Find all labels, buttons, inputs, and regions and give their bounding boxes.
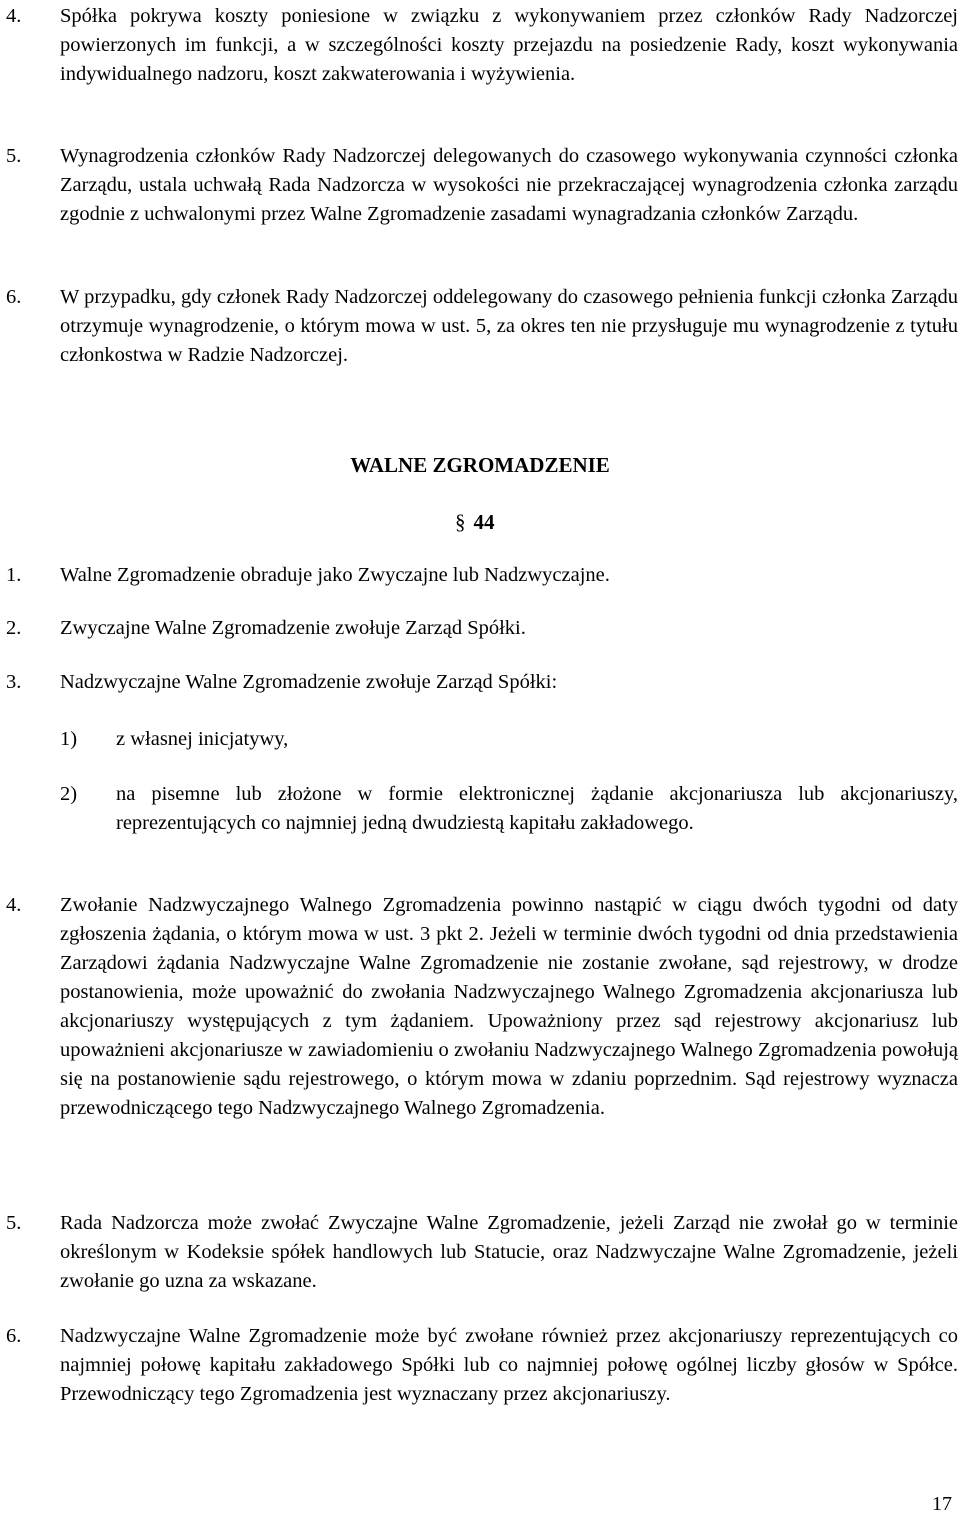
list-item <box>6 1322 958 1409</box>
paragraph-number: 44 <box>473 510 495 534</box>
list-item <box>6 1209 958 1296</box>
item-number: 1. <box>6 564 22 586</box>
item-number: 2. <box>6 617 22 639</box>
section-title: WALNE ZGROMADZENIE <box>350 453 610 477</box>
paragraph-symbol: § <box>455 510 466 534</box>
list-item <box>6 561 958 590</box>
item-number: 6. <box>6 1325 22 1347</box>
item-text: Walne Zgromadzenie obraduje jako Zwyczajne lub Nadzwyczajne. <box>60 564 610 586</box>
item-number: 5. <box>6 145 22 167</box>
list-item <box>6 614 958 643</box>
item-text: Nadzwyczajne Walne Zgromadzenie może być zwołane również przez akcjonariuszy reprezentujących co najmniej połowę kapitału zakładowego Spółki lub co najmniej połowę ogólnej liczby głosów w Spółce. Przewodniczący tego Zgromadzenia jest wyznaczany przez akcjonariuszy. <box>60 1325 958 1405</box>
item-text: Rada Nadzorcza może zwołać Zwyczajne Walne Zgromadzenie, jeżeli Zarząd nie zwołał go w terminie określonym w Kodeksie spółek handlowych lub Statucie, oraz Nadzwyczajne Walne Zgromadzenie, jeżeli zwołanie go uzna za wskazane. <box>60 1212 958 1292</box>
item-text: Spółka pokrywa koszty poniesione w związku z wykonywaniem przez członków Rady Nadzorczej powierzonych im funkcji, a w szczególności koszty przejazdu na posiedzenie Rady, koszt wykonywania indywidualnego nadzoru, koszt zakwaterowania i wyżywienia. <box>60 5 958 85</box>
page-number: 17 <box>932 1493 952 1515</box>
sub-item-number: 1) <box>60 728 78 750</box>
sub-item-text: z własnej inicjatywy, <box>116 728 289 750</box>
list-item <box>6 2 958 89</box>
item-text: Wynagrodzenia członków Rady Nadzorczej delegowanych do czasowego wykonywania czynności członka Zarządu, ustala uchwałą Rada Nadzorcza w wysokości nie przekraczającej wynagrodzenia członka zarządu zgodnie z uchwalonymi przez Walne Zgromadzenie zasadami wynagradzania członków Zarządu. <box>60 145 958 225</box>
item-text: Zwołanie Nadzwyczajnego Walnego Zgromadzenia powinno nastąpić w ciągu dwóch tygodni od daty zgłoszenia żądania, o którym mowa w ust. 3 pkt 2. Jeżeli w terminie dwóch tygodni od dnia przedstawienia Zarządowi żądania Nadzwyczajne Walne Zgromadzenie nie zostanie zwołane, sąd rejestrowy, w drodze postanowienia, może upoważnić do zwołania Nadzwyczajnego Walnego Zgromadzenia akcjonariusza lub akcjonariuszy występujących z tym żądaniem. Upoważniony przez sąd rejestrowy akcjonariusz lub upoważnieni akcjonariusze w zawiadomieniu o zwołaniu Nadzwyczajnego Walnego Zgromadzenia powołują się na postanowienie sądu rejestrowego, o którym mowa w zdaniu poprzednim. Sąd rejestrowy wyznacza przewodniczącego tego Nadzwyczajnego Walnego Zgromadzenia. <box>60 894 958 1119</box>
item-text: Nadzwyczajne Walne Zgromadzenie zwołuje Zarząd Spółki: <box>60 671 558 693</box>
item-number: 6. <box>6 286 22 308</box>
sub-item-text: na pisemne lub złożone w formie elektronicznej żądanie akcjonariusza lub akcjonariuszy, reprezentujących co najmniej jedną dwudziestą kapitału zakładowego. <box>116 783 958 834</box>
sub-list-item <box>60 780 958 838</box>
sub-item-number: 2) <box>60 783 78 805</box>
list-item <box>6 891 958 1123</box>
item-number: 4. <box>6 5 22 27</box>
item-text: W przypadku, gdy członek Rady Nadzorczej oddelegowany do czasowego pełnienia funkcji członka Zarządu otrzymuje wynagrodzenie, o którym mowa w ust. 5, za okres ten nie przysługuje mu wynagrodzenie z tytułu członkostwa w Radzie Nadzorczej. <box>60 286 958 366</box>
list-item <box>6 668 958 697</box>
item-number: 5. <box>6 1212 22 1234</box>
item-text: Zwyczajne Walne Zgromadzenie zwołuje Zarząd Spółki. <box>60 617 526 639</box>
paragraph-heading <box>455 508 495 537</box>
sub-list-item <box>60 725 958 754</box>
item-number: 3. <box>6 671 22 693</box>
list-item <box>6 142 958 229</box>
list-item <box>6 283 958 370</box>
item-number: 4. <box>6 894 22 916</box>
